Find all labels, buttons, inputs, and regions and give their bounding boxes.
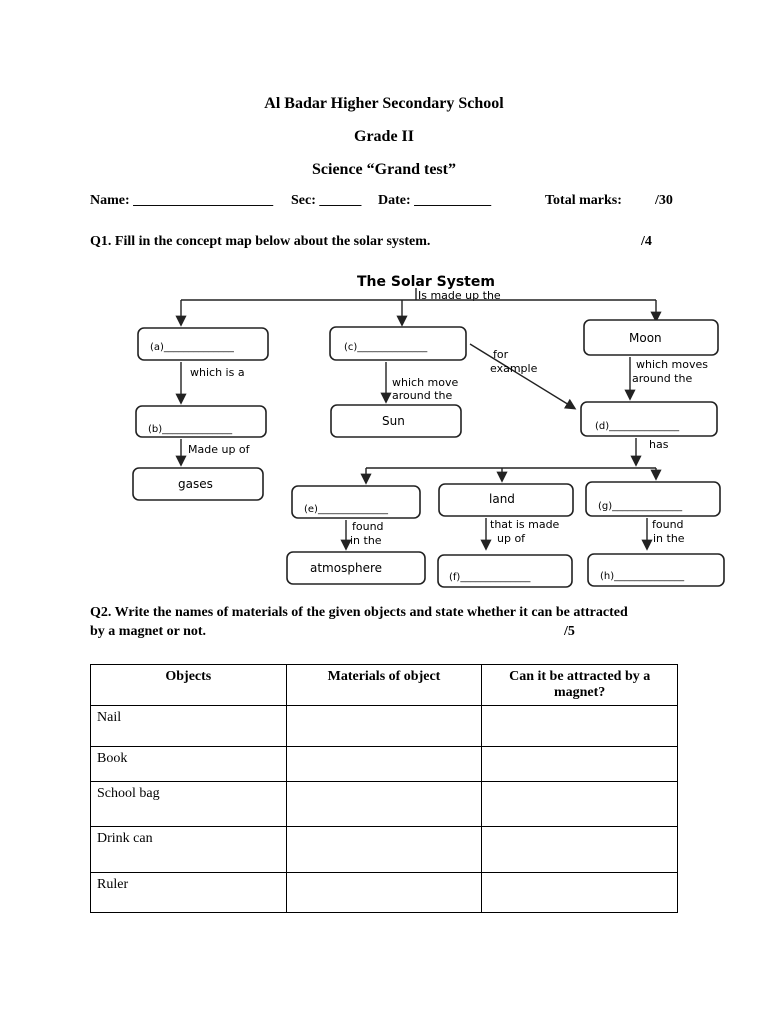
blank-a: (a)______________ [150, 342, 234, 353]
header-objects: Objects [91, 665, 287, 706]
row-magnet-cell[interactable] [482, 747, 678, 782]
sec-field: Sec: ______ [291, 193, 362, 208]
row-magnet-cell[interactable] [482, 782, 678, 827]
table-row [91, 747, 678, 782]
row-material-cell[interactable] [286, 873, 482, 913]
total-marks-value: /30 [655, 193, 673, 208]
q2-line1: Q2. Write the names of materials of the given objects and state whether it can be attracted [90, 605, 628, 620]
school-name: Al Badar Higher Secondary School [264, 95, 504, 112]
table-row [91, 827, 678, 873]
row-object-drink-can: Drink can [91, 827, 287, 873]
row-object-nail: Nail [91, 706, 287, 747]
label-atmosphere: atmosphere [310, 561, 382, 575]
header-materials: Materials of object [286, 665, 482, 706]
header-magnet: Can it be attracted by a magnet? [482, 665, 678, 706]
label-around-the-2: around the [632, 372, 693, 385]
row-material-cell[interactable] [286, 706, 482, 747]
label-that-is-made: that is made [490, 518, 560, 531]
blank-e: (e)______________ [304, 504, 388, 515]
label-in-the-1: in the [350, 534, 382, 547]
materials-table [90, 664, 678, 913]
concept-map [90, 268, 730, 593]
label-in-the-2: in the [653, 532, 685, 545]
label-found-1: found [352, 520, 384, 533]
label-made-up-of: Made up of [188, 443, 250, 456]
blank-h: (h)______________ [600, 571, 685, 582]
q1-text: Q1. Fill in the concept map below about the solar system. [90, 234, 431, 249]
name-field: Name: ____________________ [90, 193, 274, 208]
test-title: Science “Grand test” [312, 161, 456, 178]
label-sun: Sun [382, 414, 405, 428]
table-row [91, 873, 678, 913]
map-title: The Solar System [357, 274, 495, 290]
row-material-cell[interactable] [286, 747, 482, 782]
date-field: Date: ___________ [378, 193, 492, 208]
q2-line2: by a magnet or not. [90, 624, 207, 639]
label-land: land [489, 492, 515, 506]
row-material-cell[interactable] [286, 827, 482, 873]
row-object-book: Book [91, 747, 287, 782]
blank-c: (c)______________ [344, 342, 428, 353]
row-magnet-cell[interactable] [482, 706, 678, 747]
label-has: has [649, 438, 669, 451]
row-magnet-cell[interactable] [482, 827, 678, 873]
blank-g: (g)______________ [598, 501, 683, 512]
map-is-made-up: Is made up the [418, 289, 501, 302]
row-object-school-bag: School bag [91, 782, 287, 827]
table-row [91, 782, 678, 827]
q2-marks: /5 [564, 624, 575, 639]
blank-b: (b)______________ [148, 424, 233, 435]
label-which-moves: which moves [636, 358, 708, 371]
label-gases: gases [178, 477, 213, 491]
label-which-is-a: which is a [190, 366, 245, 379]
label-which-move: which move [392, 376, 459, 389]
table-row [91, 706, 678, 747]
table-header-row [91, 665, 678, 706]
q1-marks: /4 [641, 234, 652, 249]
blank-d: (d)______________ [595, 421, 680, 432]
blank-f: (f)______________ [449, 572, 531, 583]
grade-title: Grade II [354, 128, 414, 145]
row-object-ruler: Ruler [91, 873, 287, 913]
label-moon: Moon [629, 331, 662, 345]
row-magnet-cell[interactable] [482, 873, 678, 913]
label-up-of: up of [497, 532, 526, 545]
label-example: example [490, 362, 538, 375]
label-found-2: found [652, 518, 684, 531]
label-for: for [493, 348, 509, 361]
row-material-cell[interactable] [286, 782, 482, 827]
total-marks-label: Total marks: [545, 193, 622, 208]
label-around-the-1: around the [392, 389, 453, 402]
